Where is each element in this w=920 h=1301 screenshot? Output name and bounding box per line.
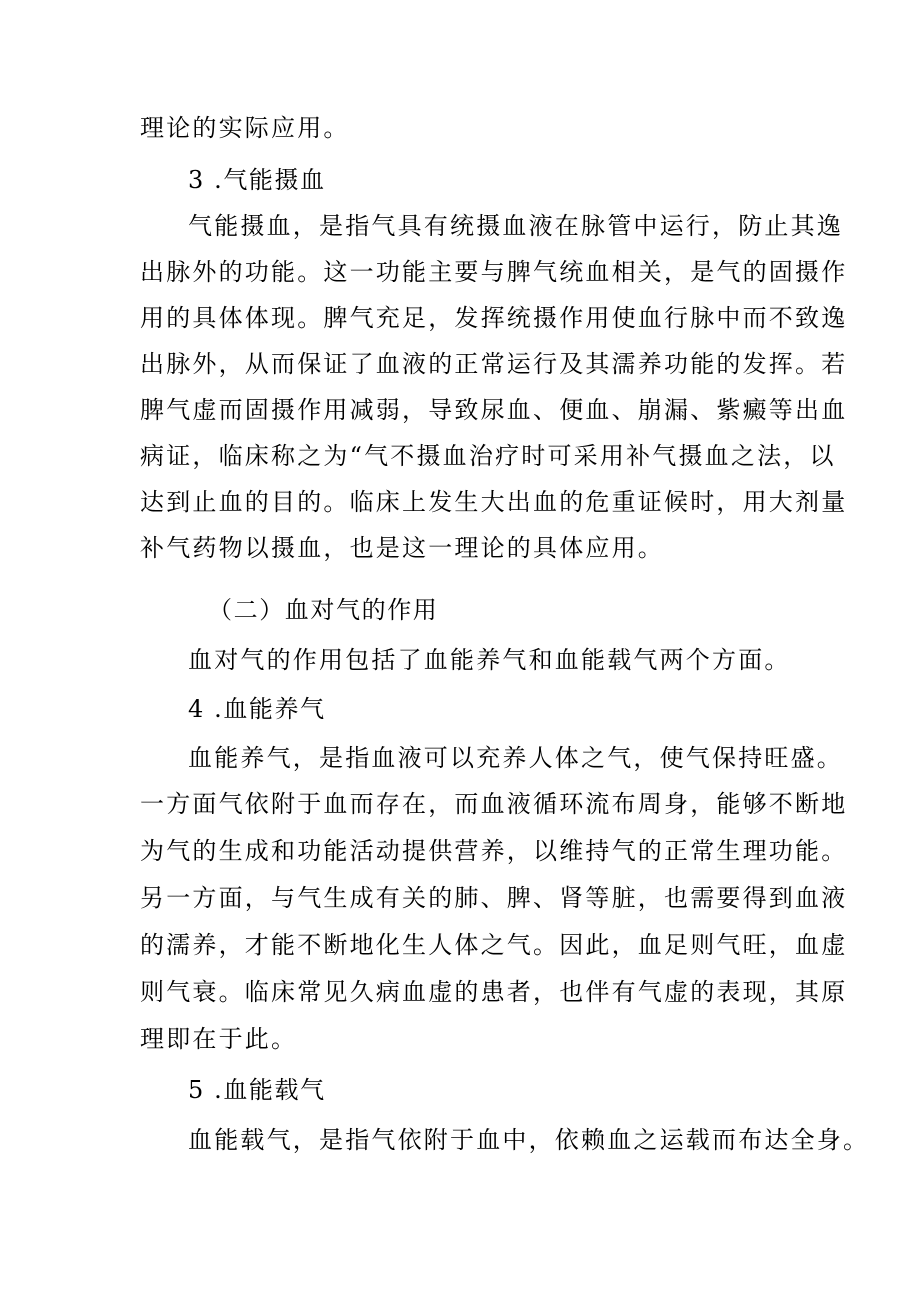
paragraph-line: 气能摄血，是指气具有统摄血液在脉管中运行，防止其逸 xyxy=(188,212,843,240)
section-heading-xue-dui-qi: （二）血对气的作用 xyxy=(208,596,439,624)
paragraph-line: 则气衰。临床常见久病血虚的患者，也伴有气虚的表现，其原 xyxy=(140,978,848,1006)
paragraph-line: 另一方面，与气生成有关的肺、脾、肾等脏，也需要得到血液 xyxy=(140,884,848,912)
paragraph-line: 补气药物以摄血，也是这一理论的具体应用。 xyxy=(140,534,664,562)
paragraph-line: 血能载气，是指气依附于血中，依赖血之运载而布达全身。 xyxy=(188,1126,870,1154)
paragraph-line: 出脉外的功能。这一功能主要与脾气统血相关，是气的固摄作 xyxy=(140,258,848,286)
heading-qi-neng-she-xue: 3 .气能摄血 xyxy=(188,166,326,194)
paragraph-line: 理即在于此。 xyxy=(140,1025,298,1053)
paragraph-line: 为气的生成和功能活动提供营养，以维持气的正常生理功能。 xyxy=(140,837,848,865)
paragraph-line: 病证，临床称之为“气不摄血治疗时可采用补气摄血之法，以 xyxy=(140,442,836,470)
paragraph-line: 用的具体体现。脾气充足，发挥统摄作用使血行脉中而不致逸 xyxy=(140,304,848,332)
paragraph-line: 血对气的作用包括了血能养气和血能载气两个方面。 xyxy=(188,646,791,674)
paragraph-line: 出脉外，从而保证了血液的正常运行及其濡养功能的发挥。若 xyxy=(140,350,848,378)
paragraph-line: 血能养气，是指血液可以充养人体之气，使气保持旺盛。 xyxy=(188,744,843,772)
paragraph-line: 达到止血的目的。临床上发生大出血的危重证候时，用大剂量 xyxy=(140,488,848,516)
paragraph-line: 脾气虚而固摄作用减弱，导致尿血、便血、崩漏、紫癜等出血 xyxy=(140,396,848,424)
paragraph-line: 的濡养，才能不断地化生人体之气。因此，血足则气旺，血虚 xyxy=(140,931,848,959)
paragraph-line: 一方面气依附于血而存在，而血液循环流布周身，能够不断地 xyxy=(140,790,848,818)
heading-xue-neng-zai-qi: 5 .血能载气 xyxy=(188,1076,326,1104)
paragraph-continuation-line: 理论的实际应用。 xyxy=(140,114,350,142)
heading-xue-neng-yang-qi: 4 .血能养气 xyxy=(188,695,326,723)
